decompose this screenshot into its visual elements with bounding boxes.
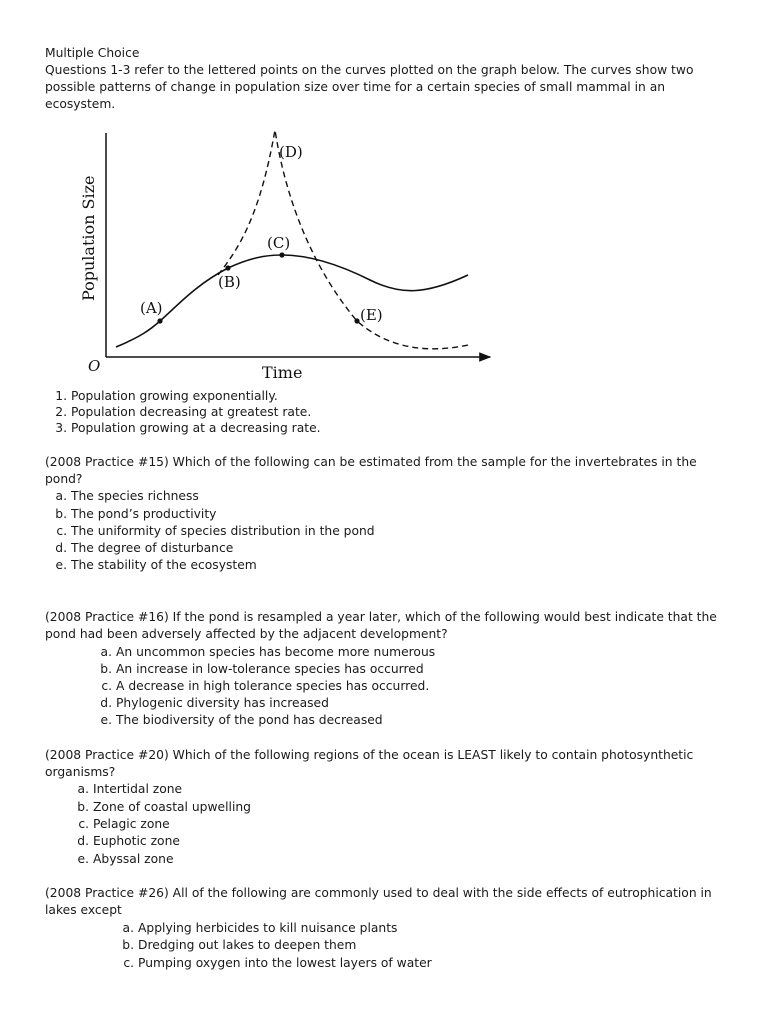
point-a — [157, 318, 162, 323]
population-graph — [70, 125, 500, 387]
graph-question-1: 1. Population growing exponentially. — [55, 389, 278, 403]
question-15-stem: (2008 Practice #15) Which of the following can be estimated from the sample for the invertebrates in the pond? — [45, 455, 697, 486]
y-axis-label: Population Size — [79, 175, 98, 301]
q20-option-c: c. Pelagic zone — [78, 817, 170, 831]
origin-label: O — [88, 357, 101, 375]
q16-option-a: a. An uncommon species has become more numerous — [100, 645, 436, 659]
label-a: (A) — [140, 299, 163, 317]
q16-option-e: e. The biodiversity of the pond has decreased — [100, 713, 383, 727]
q26-option-b: b. Dredging out lakes to deepen them — [122, 938, 357, 952]
q26-option-a: a. Applying herbicides to kill nuisance plants — [122, 921, 398, 935]
point-b — [225, 265, 230, 270]
q15-option-c: c. The uniformity of species distribution in the pond — [56, 524, 375, 538]
question-26-stem: (2008 Practice #26) All of the following are commonly used to deal with the side effects of eutrophication in lakes except — [45, 886, 712, 917]
question-16-stem: (2008 Practice #16) If the pond is resampled a year later, which of the following would best indicate that the pond had been adversely affected by the adjacent development? — [45, 610, 717, 641]
q26-option-c: c. Pumping oxygen into the lowest layers of water — [123, 956, 432, 970]
q20-option-d: d. Euphotic zone — [77, 834, 180, 848]
q16-option-b: b. An increase in low-tolerance species has occurred — [100, 662, 424, 676]
q20-option-b: b. Zone of coastal upwelling — [77, 800, 251, 814]
point-e — [354, 318, 359, 323]
label-b: (B) — [218, 273, 241, 291]
solid-curve — [116, 255, 468, 347]
q20-option-e: e. Abyssal zone — [77, 852, 174, 866]
q16-option-d: d. Phylogenic diversity has increased — [100, 696, 329, 710]
q15-option-b: b. The pond’s productivity — [55, 507, 217, 521]
q15-option-d: d. The degree of disturbance — [55, 541, 234, 555]
point-c — [279, 252, 284, 257]
label-d: (D) — [279, 143, 303, 161]
heading: Multiple Choice — [45, 46, 140, 60]
intro-paragraph: Questions 1-3 refer to the lettered points on the curves plotted on the graph below. The curves show two possible patterns of change in population size over time for a certain species of small mammal in an ecosystem. — [45, 63, 694, 111]
q20-option-a: a. Intertidal zone — [77, 782, 183, 796]
graph-question-2: 2. Population decreasing at greatest rate. — [55, 405, 312, 419]
label-c: (C) — [267, 234, 291, 252]
q15-option-e: e. The stability of the ecosystem — [55, 558, 257, 572]
graph-question-3: 3. Population growing at a decreasing rate. — [55, 421, 321, 435]
q16-option-c: c. A decrease in high tolerance species has occurred. — [101, 679, 430, 693]
q15-option-a: a. The species richness — [55, 489, 199, 503]
question-20-stem: (2008 Practice #20) Which of the following regions of the ocean is LEAST likely to contain photosynthetic organisms? — [45, 748, 694, 779]
dashed-curve — [218, 130, 468, 349]
label-e: (E) — [360, 306, 383, 324]
x-axis-label: Time — [262, 363, 303, 382]
